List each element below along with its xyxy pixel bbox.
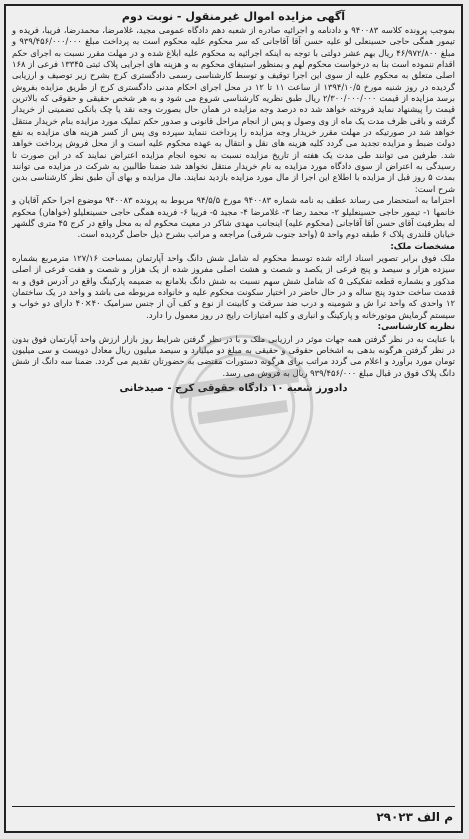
opinion-section-heading: نظریه کارشناسی: <box>377 322 455 333</box>
signature-line: دادورز شعبه ۱۰ دادگاه حقوقی کرج - صیدخانی <box>119 382 348 394</box>
opinion-text: با عنایت به در نظر گرفتن همه جهات موثر در ارزیابی ملک و با در نظر گرفتن شرایط روز بازار ارزش واحد آپارتمان فوق بدون در نظر گرفتن هرگونه بدهی به اشخاص حقوقی و حقیقی به مبلغ دو میلیارد و سیصد میلیون ریال معادل دویست و سی میلیون تومان مورد برآورد و اعلام می گردد مراتب برای هرگونه دستورات مقتضی به حضورتان تقدیم می گردد. ضمنا سه دانگ از شش دانگ پلاک فوق در قبال مبلغ ۹۳۹/۴۵۶/۰۰۰ ریال به فروش می رسد. <box>12 333 455 378</box>
expert-opinion <box>6 334 461 379</box>
notice-paragraph-expert-letter: احتراما به استحضار می رساند عطف به نامه شماره ۹۴۰۰۸۳ مورخ ۹۴/۵/۵ مربوط به پرونده ۹۴۰۰۸۳ موضوع اجرا حکم آقایان و خانمها ۱- تیمور حاجی حسینعلیلو ۲- محمد رضا ۳- غلامرضا ۴- مجید ۵- فریبا ۶- فریده همگی حاجی حسینعلیلو (خواهان) محکوم له بطرفیت آقای حسن آقا آقاجانی (محکوم علیه) اینجانب مهدی شاکر در معیت محکوم له به محل واقع در کرج ۴۵ متری گلشهر خیابان قلندری پلاک ۶ طبقه دوم واحد ۵ (واحد جنوب شرقی) مراجعه و مراتب بشرح ذیل حاصل گردیده است. <box>12 195 455 240</box>
property-text: ملک فوق برابر تصویر اسناد ارائه شده توسط محکوم له شامل شش دانگ واحد آپارتمان بمساحت ۱۲۷/۱۶ مترمربع بشماره سیزده هزار و سیصد و پنج فرعی از یکصد و شصت و هشت اصلی مفروز شده از یک هزار و شصت و هفت فرعی از اصلی مذکور و بشماره قطعه تفکیکی ۵ که شامل شش سهم نسبت به شش دانگ بلامانع به ضمیمه پارکینگ واقع در آدرس فوق و به قدمت ساخت حدود پنج ساله و در حال حاضر در اختیار سکونت محکوم علیه و خانواده مربوطه می باشد و واحد در یک ساختمان ۱۲ واحدی که واحد ترا ش و شومینه و درب ضد سرقت و کابینت از نوع و کف آن از جنس سرامیک ۴۰×۴۰ دارای دو خواب و سیستم گرمایش موتورخانه و پارکینگ و انباری و کلیه امتیازات رایج در روز معمول را دارد. <box>12 253 456 320</box>
notice-body <box>6 25 461 241</box>
auction-notice <box>4 4 463 833</box>
property-section-heading: مشخصات ملک: <box>390 241 455 252</box>
property-description <box>6 253 461 321</box>
notice-paragraph-intro: بموجب پرونده کلاسه ۹۴۰۰۸۳ و دادنامه و اجرائیه صادره از شعبه دهم دادگاه عمومی مجید، غلامرضا، محمدرضا، فریبا، فریده و تیمور همگی حاجی حسینعلی لو علیه حسن آقا آقاجانی که سر محکوم علیه محکوم است به پرداخت مبلغ ۹۳۹/۴۵۶/۰۰۰/۰۰۰ و مبلغ ۴۶/۹۷۲/۸۰۰ ریال بهم عشر دولتی با توجه به اینکه اجرائیه به محکوم علیه ابلاغ شده و در مهلت مقرر نسبت به اجرای حکم اقدام ننموده است بنا به درخواست محکوم لهم و بمنظور استیفای محکوم به و هزینه های اجرایی پلاک ثبتی ۱۳۳۴۵ فرعی از ۱۶۸ اصلی متعلق به محکوم علیه از سوی این اجرا توقیف و توسط کارشناسی رسمی دادگستری کرج بشرح زیر توصیف و ارزیابی گردیده در روز شنبه مورخ ۱۳۹۴/۱۰/۵ از ساعت ۱۱ تا ۱۲ در محل اجرای احکام مدنی دادگستری کرج از طریق مزایده بفروش برسد مزایده از قیمت ۲/۳۰۰/۰۰۰/۰۰۰ ریال طبق نظریه کارشناسی شروع می شود و به هر شخص حقیقی و حقوقی که بالاترین قیمت را پیشنهاد نماید فروخته خواهد شد ده درصد وجه مزایده در همان حال بصورت وجه نقد یا چک بانکی تضمینی از خریدار گرفته و باقی ظرف مدت یک ماه از وی وصول و پس از انجام مراحل قانونی و صدور حکم تملیک مورد مزایده بنام خریدار منتقل خواهد شد در صورتیکه در مهلت مقرر خریدار وجه مزایده را پرداخت ننماید سپرده وی پس از کسر هزینه های مزایده به نفع دولت ضبط و مزایده تجدید می گردد کلیه هزینه های نقل و انتقال به عهده محکوم علیه است و از محل فروش پرداخت خواهد شد. طرفین می توانند طی مدت یک هفته از تاریخ مزایده نسبت به نحوه انجام مزایده اعتراض نمایند که در این صورت تا رسیدگی به اعتراض از سوی دادگاه مورد مزایده به نام خریدار منتقل نخواهد شد ضمنا طالبین به شرکت در مزایده می توانند بمدت ۵ روز قبل از مزایده با اطلاع این اجرا از مال مورد مزایده بازدید نمایند. مال مزایده و بهای آن طبق نظر کارشناسی بدین شرح است: <box>12 25 456 194</box>
reference-code: م الف ۲۹۰۲۳ <box>376 810 453 824</box>
footer <box>12 806 455 829</box>
notice-title: آگهی مزایده اموال غیرمنقول - نوبت دوم <box>121 10 346 23</box>
